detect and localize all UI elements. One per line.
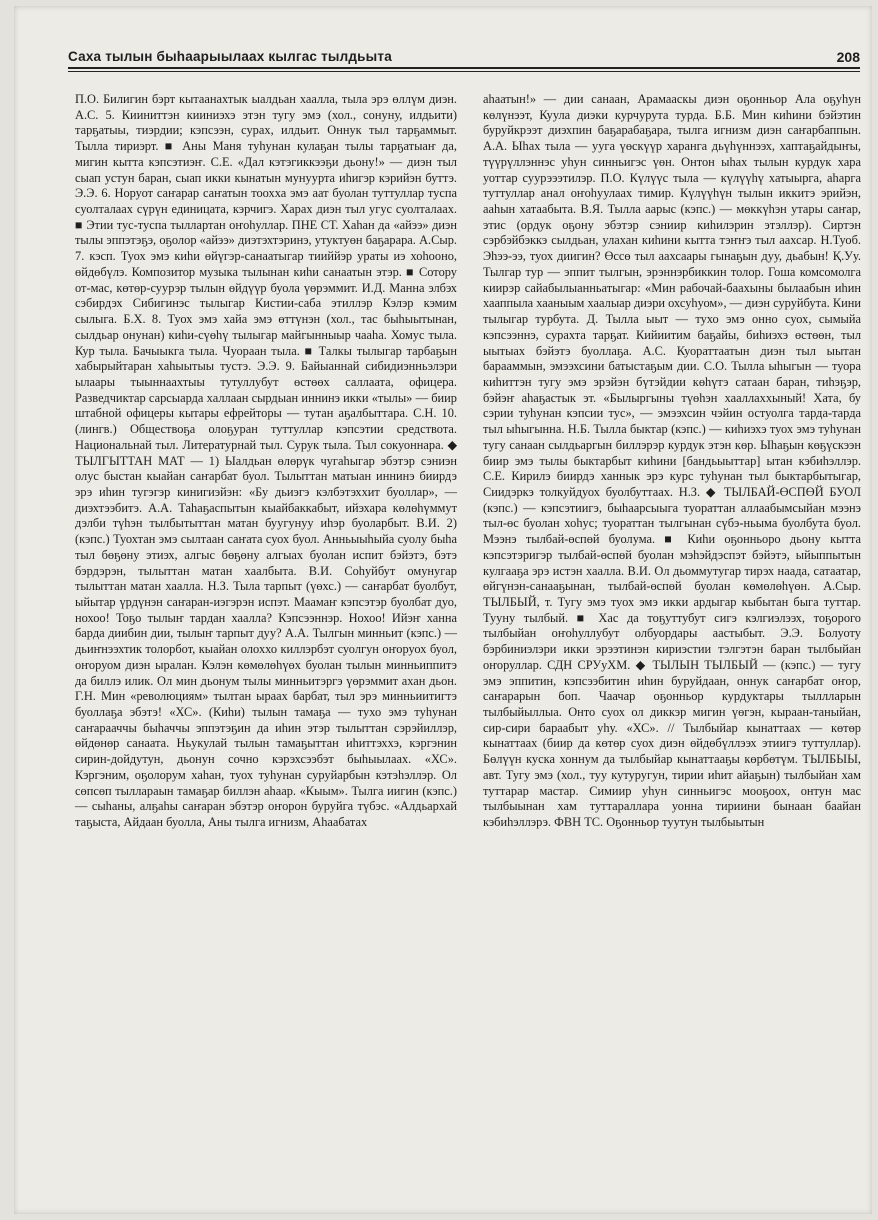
right-column-text: аһаатын!» — дии санаан, Арамааскы диэн оҕонньор Ала оҕуһун көлүнээт, Куула диэки курчурута турда. Б.Б. Мин киһини бэйэтин буруйкрээт диэхпин баҕарабаҕара, тылга игнизм диэн саҥарбаппын. А.А. Ыһах тыла — ууга үөскүүр харанга дьүһүннээх, хаптаҕайдыҥы, түүрүллэннэс уһун синньигэс үөн. Онтон ыһах тылын курдук хара уоттар суурэээтилэр. П.О. Күлүүс тыла — күлүүһү хатыырга, аһарга туттуллар анал оҥоһуулаах тимир. Күлүүһүн тылын иккитэ эрийэн, ааһын хатаабыта. В.Я. Тылла аарыс (кэпс.) — мөккүһэн утары саҥар, этис (ордук оҕону эбэтэр сэниир киһилэрин этэллэр). Сиртэн сэрбэйбэккэ сылдьан, улахан киһини кытта тэҥҥэ тыл аахсар. Н.Туоб. Эһээ-ээ, туох диигин? Өссө тыл аахсаары гынаҕын дуу, дьабын! Қ.Уу. Тылгар тур — эппит тылгын, эрэннэрбиккин толор. Гоша комсомолга киирэр сайабылыанньатыгар: «Мин рабочай-баахыны былаабын иһин хааппыла хааныым хаалыар диэри охсуһуом», — диэн суруйбута. Кини тылыгар турбута. Д. Тылла ыыт — тухо эмэ онно суох, сымыйа кэпсээннэ, сурахта тарҕат. Кийиитим баҕайы, биһиэхэ өстөөн, тыл ыытыах бэйэтэ буоллаҕа. А.С. Куораттаатын диэн тыл ыытан барааммын, эмээхсини батыстаҕым дии. С.О. Тылла ыһыгын — туора киһиттэн тугу эмэ эрэйэн бүтэйдии көһүтэ сатаан баран, тиһэҕэр, бэйэҥ аһаҕастык эт. «Былыргыны түөһэн хааллаххыный! Хата, бу сэрии туһунан кэпсии тус», — эмээхсин чэйин остуолга тарда-тарда тыл ыһыгынна. Н.Б. Тылла быктар (кэпс.) — киһиэхэ туох эмэ туһунан тугу санаан сылдьаргын биллэрэр курдук этэн көр. Ыһаҕын көҕүскээн биир эмэ тылы быктарбыт киһини [бандьыыттар] ытан кэбиһэллэр. С.Е. Кирилэ биирдэ ханнык эрэ курс туһунан тыл быктарбытыгар, Сиидэркэ толкуйдуох буолбуттаах. Н.З. ◆ ТЫЛБАЙ-ӨСПӨЙ БУОЛ (кэпс.) — кэпсэтиигэ, быһаарсыыга туораттан аллаабымсыйан мээнэ тыл-өс буолан хоһус; туораттан тылгынан сүбэ-ньыма буолбута буол. Мээнэ тылбай-өспөй буолума. ■ Киһи оҕонньоро дьону кытта кэпсэтэригэр тылбай-өспөй буолан мэһэйдэспэт бэйэтэ, ыйыппытын кулгааҕа эрэ истэн хаалла. В.И. Ол дьоммутугар тирэх наада, сатаатар, өйгүнэн-санааҕынан, тылбай-өспөй буолан көмөлөһүөн. А.Сыр. ТЫЛБЫЙ, т. Тугу эмэ туох эмэ икки ардыгар кыбытан быга туттар. Тууну тылбый. ■ Хас да тоҕуттубут сигэ кэлгиэлээх, тоҕорого тылбыйан оҥоһуллубут олбуордары аастыбыт. Э.Э. Болуоту бэрбиниэлэри икки эрээтинэн кириэстии тэлгэтэн баран тылбыйан оҥоруллар. СДН СРУуХМ. ◆ ТЫЛЫН ТЫЛБЫЙ — (кэпс.) — тугу эмэ эппитин, кэпсээбитин иһин буруйдаан, оннук саҥарбат оҥор, саҥарарын боп. Чаачар оҕонньор курдуктары тыллларын тылбыйыллыа. Онто суох ол диккэр мигин үөгэн, кыраан-таныйан, сир-сири бараабыт уһу. «ХС». // Тылбыйар кынаттаах — көтөр кынаттаах (биир да көтөр суох диэн өйдөбүллээх этиигэ туттуллар). Бөлүүн куска хоннум да тылбыйар кынаттааҕы көрбөтүм. ТЫЛБЫЫ, авт. Тугу эмэ (хол., туу кутуругун, тирии иһит айаҕын) тылбыйан хам туттарар мастар. Симиир уһун синньигэс мооҕоох, онтун мас тылбыынан хам туттараллара уонна тириини бынаан баайан кэбиһэллэрэ. ФВН ТС. Оҕонньор туутун тылбыытын — [483, 92, 861, 830]
left-column — [75, 92, 457, 831]
running-title: Саха тылын быһаарыылаах кылгас тылдьыта — [68, 49, 392, 64]
page-header — [68, 46, 860, 68]
left-column-text: П.О. Билигин бэрт кытаанахтык ыалдьан хаалла, тыла эрэ өллүм диэн. А.С. 5. Кииниттэн кииниэхэ этэн тугу эмэ (хол., сонуну, илдьити) тарҕатыы, тиэрдии; кэпсээн, сурах, илдьит. Оннук тыл тарҕаммыт. Тылла тириэрт. ■ Аны Маня туһунан кулаҕан тылы тарҕатыаҥ да, мигин кытта кэпсэтиэҥ. С.Е. «Дал кэтэгиккээҕи дьону!» — диэн тыл сыап устун баран, сыап икки кынатын мунуурта иһигэр кэрийэн буттэ. Э.Э. 6. Норуот саҥарар саҥатын тоохха эмэ аат буолан туттуллар туспа суолталаах сүрүн единицата, кэрчигэ. Харах диэн тыл угус суолталаах. ■ Этии тус-туспа тыллартан оҥоһуллар. ПНЕ СТ. Хаһан да «айээ» диэн тылы эппэтэҕэ, оҕолор «айээ» диэтэхтэринэ, утуктуөн баҕарара. А.Сыр. 7. кэсп. Туох эмэ киһи өйүгэр-санаатыгар тииййэр ураты иэ хоһооно, өйдөбүлэ. Композитор музыка тылынан киһи санаатын этэр. ■ Сотору от-мас, көтөр-суурэр тылын өйдүүр буола үөрэммит. И.Д. Манна элбэх сэбирдэх Сибигинэс тылыгар Кистии-саба этиллэр Кэлэр кэмим сылыга. Б.Х. 8. Туох эмэ хайа эмэ өттүнэн (хол., тас быһыытынан, сылдьар онунан) киһи-сүөһү тылыгар майгынныыр чааһа. Хомус тыла. Кур тыла. Бачыыкга тыла. Чуораан тыла. ■ Талкы тылыгар тарбаҕын хабырыйтаран хаһыытыы тустэ. Э.Э. 9. Байыаннай сибидиэнньэлэри ылаары тыыннаахтыы тутуллубут өстөөх саллаата, офицера. Разведчиктар сарсыарда халлаан сырдыан иннинэ икки «тылы» — биир штабной офицеры кытары ефрейторы — тутан аҕалбыттара. С.Н. 10. (лингв.) Обществоҕа олоҕуран туттуллар кэпсэтии средствота. Национальнай тыл. Литературнай тыл. Сурук тыла. Тыл сокуоннара. ◆ ТЫЛГЫТТАН МАТ — 1) Ыалдьан өлөрүк чугаһыгар эбэтэр сэниэн олус быстан кыайан саҥарбат буол. Тылыттан матыан иннинэ биирдэ эрэ иһин тугэгэр кинигиэйэн: «Бу дьиэгэ кэлбэтэххит буоллар», — диэхтээбитэ. А.А. Таһаҕаспытын кыайбаккабыт, ийэхара көлөһүммут дэлби түһэн тылбытыттан матан буугунуу иһэр буоларбыт. В.И. 2) (кэпс.) Туохтан эмэ сылтаан саҥата суох буол. Анньыыһыйа суолу быһа тыл бөҕөну этиэх, алгыс бөҕөну алгыах буолан испит бэйэтэ, бэтэ бэрдэрэн, тылыттан матан хаалбыта. В.И. Соһуйбут омунугар тылыттан матан хаалла. Н.З. Тыла тарпыт (үөхс.) — саҥарбат буолбут, ыйытар үрдүнэн саҥаран-иэгэрэн испэт. Маамаҥ кэпсэтэр буолбат дуо, нохоо! Тоҕо тылыҥ тардан хаалла? Кэпсээннэр. Нохоо! Ийэҥ ханна барда диибин дии, тылыҥ тарпыт дуу? А.А. Тылгын минньит (кэпс.) — дьиҥнээхтик толорбот, кыайан олоххо киллэрбэт суолгун оҥоруох буол, оҥоруом диэн ыралан. Кэлэн көмөлөһүөх буолан тылын минньиппитэ да биллэ илик. Ол мин дьонум тылы минньитэргэ үөрэммит ахан дьон. Г.Н. Мин «революциям» тылтан ыраах барбат, тыл эрэ минньиитигтэ буоллаҕа эбэтэ! «ХС». (Киһи) тылын тамаҕа — тухо эмэ туһунан саҥарааччы быһаччы эппэтэҕин да иһин этэр тылыттан сэрэйиллэр, өйдөнөр санаата. Ньукулай тылын тамаҕыттан иһиттэххэ, кэргэнин сирин-дойдутун, дьонун сочно кэрэхсээбэт быһыылаах. «ХС». Кэргэним, оҕолорум хаһан, туох туһунан суруйарбын кэтэһэллэр. Ол сөпсөп тыллараын тамаҕар биллэн аһаар. «Кыым». Тылга иигин (кэпс.) — сыһаны, алҕаһы саҥаран эбэтэр оҥорон буруйга түбэс. «Алдьархай таҕыста, Айдаан буолла, Аны тылга игнизм, Аһаабатах — [75, 92, 457, 830]
right-column — [483, 92, 861, 831]
header-rule — [68, 67, 860, 69]
page-number: 208 — [836, 49, 860, 65]
header-rule-thin — [68, 71, 860, 72]
